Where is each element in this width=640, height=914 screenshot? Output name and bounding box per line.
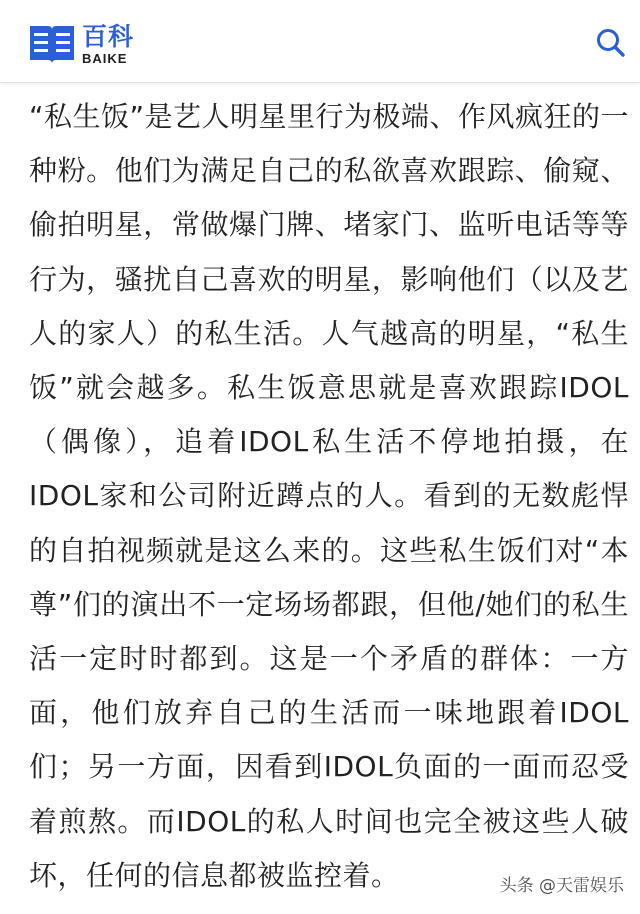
top-bar (0, 0, 640, 83)
baike-logo[interactable] (28, 22, 134, 66)
logo-title-en: BAIKE (82, 50, 128, 66)
logo-wordmark (82, 21, 135, 66)
article-body (29, 90, 629, 903)
search-button[interactable] (594, 26, 628, 60)
article-paragraph: “私生饭”是艺人明星里行为极端、作风疯狂的一种粉。他们为满足自己的私欲喜欢跟踪、偷窥、偷拍明星，常做爆门牌、堵家门、监听电话等等行为，骚扰自己喜欢的明星，影响他们（以及艺人的家人）的私生活。人气越高的明星，“私生饭”就会越多。私生饭意思就是喜欢跟踪IDOL（偶像），追着IDOL私生活不停地拍摄，在IDOL家和公司附近蹲点的人。看到的无数彪悍的自拍视频就是这么来的。这些私生饭们对“本尊”们的演出不一定场场都跟，但他/她们的私生活一定时时都到。这是一个矛盾的群体：一方面，他们放弃自己的生活而一味地跟着IDOL们；另一方面，因看到IDOL负面的一面而忍受着煎熬。而IDOL的私人时间也完全被这些人破坏，任何的信息都被监控着。 (29, 100, 630, 892)
book-logo-icon (28, 22, 76, 66)
source-watermark: 头条 @天雷娱乐 (496, 869, 628, 898)
search-icon (594, 26, 628, 60)
logo-title-cn: 百科 (82, 21, 135, 51)
